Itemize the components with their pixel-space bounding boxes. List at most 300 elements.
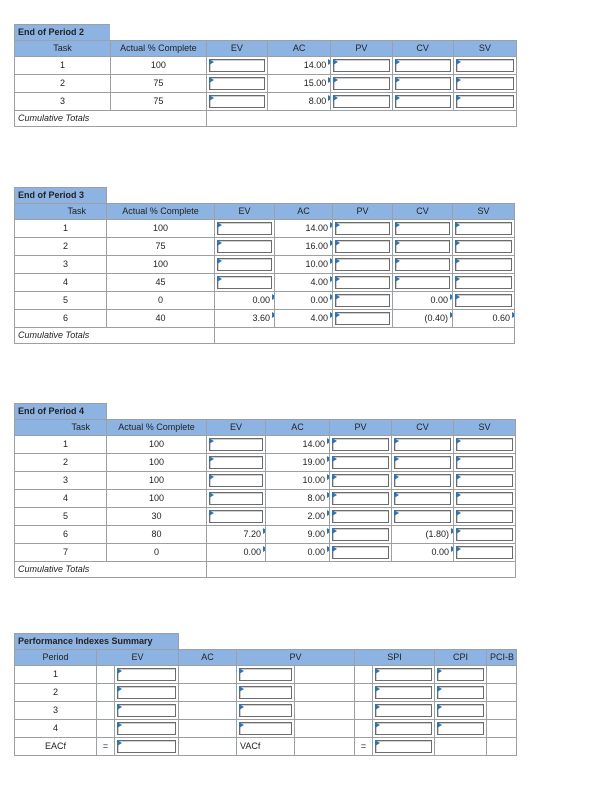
header-ac: AC [268,41,331,57]
pv-cell[interactable] [331,75,392,93]
cv-cell-value: (0.40) [424,313,448,323]
header-ev: EV [207,420,266,436]
pv-cell-input[interactable] [335,276,390,289]
period4-table [14,403,516,578]
cpi-cell-input[interactable] [437,668,484,681]
actual-pct-complete: 0 [107,544,207,562]
ev-cell-input[interactable] [209,95,265,108]
pv-cell[interactable] [330,508,392,526]
ev-cell-input[interactable] [209,438,263,451]
pv-cell-input[interactable] [335,312,390,325]
ac-cell-value: 0.00 [307,547,325,557]
header-pv: PV [330,420,392,436]
ev-cell[interactable] [207,454,266,472]
input-marker-icon [395,77,400,83]
sv-cell[interactable] [453,274,515,292]
input-marker-icon [335,294,340,300]
input-marker-icon [209,474,214,480]
input-marker-icon [209,77,214,83]
pv-cell-input[interactable] [332,438,389,451]
spi-cell[interactable] [373,720,435,738]
ac-cell-value: 4.00 [310,277,328,287]
input-marker-icon [239,668,244,674]
blank-cell [295,684,355,702]
cv-cell-input[interactable] [395,222,450,235]
pv-cell[interactable] [333,238,393,256]
ac-cell-value: 19.00 [302,457,325,467]
cv-cell-input[interactable] [395,77,451,90]
sv-cell-input[interactable] [456,95,514,108]
input-marker-icon [456,77,461,83]
header-task: Task [15,420,107,436]
cv-cell-input[interactable] [394,492,451,505]
header-cv: CV [393,204,453,220]
input-marker-icon [239,686,244,692]
spi-cell[interactable] [373,666,435,684]
ac-cell-value: 16.00 [305,241,328,251]
ac-cell-value: 9.00 [307,529,325,539]
ev-cell[interactable] [115,720,179,738]
cv-cell-input[interactable] [394,510,451,523]
sv-cell[interactable] [453,57,516,75]
spi-cell-input[interactable] [375,722,432,735]
input-marker-icon [209,456,214,462]
cv-cell[interactable] [392,57,453,75]
ac-cell-value: 10.00 [302,475,325,485]
table-row [15,544,516,562]
sv-cell-input[interactable] [456,510,513,523]
sv-cell[interactable] [454,472,516,490]
cv-cell[interactable] [392,508,454,526]
ev-cell[interactable] [215,274,275,292]
table-row [15,292,515,310]
cv-cell[interactable] [392,436,454,454]
task-number: 4 [15,490,107,508]
input-marker-icon [209,59,214,65]
ac-cell-value: 8.00 [308,96,327,106]
ac-cell [266,544,330,562]
pv-cell-input[interactable] [335,240,390,253]
vacf-cell[interactable] [373,738,435,756]
cv-cell-input[interactable] [395,240,450,253]
input-marker-icon [375,704,380,710]
cpi-cell-input[interactable] [437,704,484,717]
cv-cell-value: 0.00 [431,547,449,557]
header-pv: PV [331,41,392,57]
task-number: 2 [15,75,111,93]
ev-cell[interactable] [207,436,266,454]
input-marker-icon [217,258,222,264]
ac-cell [275,274,333,292]
cv-cell-input[interactable] [394,438,451,451]
ev-cell-input[interactable] [217,240,272,253]
pv-cell[interactable] [330,454,392,472]
ev-cell-input[interactable] [209,456,263,469]
sv-cell-input[interactable] [456,456,513,469]
ev-cell-input[interactable] [209,59,265,72]
input-marker-icon [394,456,399,462]
period2-cumulative-label: Cumulative Totals [15,111,207,127]
ev-cell-input[interactable] [209,474,263,487]
pv-cell[interactable] [330,526,392,544]
period4-title: End of Period 4 [15,404,107,420]
sv-cell-input[interactable] [456,528,513,541]
blank-cell [355,684,373,702]
input-marker-icon [335,312,340,318]
blank-cell [179,684,237,702]
sv-cell[interactable] [453,75,516,93]
cv-cell[interactable] [393,238,453,256]
ac-cell-value: 8.00 [307,493,325,503]
header-ac: AC [179,650,237,666]
pv-cell-input[interactable] [335,294,390,307]
pv-cell-input[interactable] [333,95,389,108]
pv-cell[interactable] [330,544,392,562]
cv-cell [393,310,453,328]
cv-cell[interactable] [392,472,454,490]
table-row [15,490,516,508]
sv-cell[interactable] [453,93,516,111]
sv-cell-input[interactable] [456,474,513,487]
blank-cell [355,702,373,720]
cv-cell[interactable] [392,490,454,508]
ev-cell [215,310,275,328]
input-marker-icon [456,59,461,65]
table-row [15,238,515,256]
spi-cell-input[interactable] [375,686,432,699]
cpi-cell-input[interactable] [437,722,484,735]
cv-cell-input[interactable] [395,258,450,271]
task-number: 3 [15,256,107,274]
period-number: 4 [15,720,97,738]
input-marker-icon [375,722,380,728]
eacf-equals: = [97,738,115,756]
ac-cell-input[interactable] [239,704,292,717]
cv-cell-input[interactable] [394,456,451,469]
vacf-equals: = [355,738,373,756]
pv-cell-input[interactable] [332,474,389,487]
ev-cell-input[interactable] [209,77,265,90]
cpi-cell[interactable] [435,702,487,720]
eacf-input[interactable] [117,740,176,753]
period3-table [14,187,515,344]
cpi-cell[interactable] [435,720,487,738]
input-marker-icon [437,686,442,692]
spi-cell-input[interactable] [375,704,432,717]
actual-pct-complete: 75 [110,93,206,111]
cv-cell-input[interactable] [395,59,451,72]
ac-cell-input[interactable] [239,722,292,735]
sv-cell-input[interactable] [456,77,514,90]
ev-cell-input[interactable] [209,492,263,505]
ev-cell[interactable] [206,75,267,93]
period2-cumulative-cells [206,111,516,127]
ac-cell [275,256,333,274]
spi-cell[interactable] [373,702,435,720]
input-marker-icon [455,258,460,264]
period3-title: End of Period 3 [15,188,107,204]
spi-cell-input[interactable] [375,668,432,681]
input-marker-icon [395,258,400,264]
ac-cell[interactable] [237,720,295,738]
sv-cell-input[interactable] [456,59,514,72]
header-pcib: PCI-B [487,650,517,666]
pv-cell[interactable] [333,310,393,328]
blank-cell [295,738,355,756]
ev-cell[interactable] [215,256,275,274]
ev-cell[interactable] [207,490,266,508]
cv-cell[interactable] [393,274,453,292]
ac-cell [266,454,330,472]
actual-pct-complete: 100 [107,472,207,490]
ac-cell-value: 14.00 [302,439,325,449]
cv-cell[interactable] [393,256,453,274]
header-sv: SV [454,420,516,436]
actual-pct-complete: 100 [107,256,215,274]
ac-cell-value: 14.00 [303,60,327,70]
pv-cell-input[interactable] [332,456,389,469]
ev-cell-value: 0.00 [252,295,270,305]
pv-cell-input[interactable] [335,258,390,271]
ev-cell-value: 3.60 [252,313,270,323]
ac-cell-value: 2.00 [307,511,325,521]
input-marker-icon [333,77,338,83]
pv-cell-input[interactable] [332,492,389,505]
sv-cell-input[interactable] [455,258,512,271]
ac-cell-input[interactable] [239,686,292,699]
cv-cell[interactable] [393,220,453,238]
pv-cell[interactable] [333,220,393,238]
header-task: Task [15,41,111,57]
pv-cell[interactable] [333,256,393,274]
ev-cell-input[interactable] [117,668,176,681]
header-pct: Actual % Complete [110,41,206,57]
header-ac: AC [275,204,333,220]
ev-cell-input[interactable] [217,258,272,271]
sv-cell[interactable] [453,220,515,238]
input-marker-icon [375,668,380,674]
cpi-cell-input[interactable] [437,686,484,699]
header-ac: AC [266,420,330,436]
sv-cell[interactable] [453,256,515,274]
ac-cell[interactable] [237,702,295,720]
header-cv: CV [392,41,453,57]
sv-cell[interactable] [454,508,516,526]
ev-cell[interactable] [207,472,266,490]
input-marker-icon [455,222,460,228]
pv-cell-input[interactable] [333,77,389,90]
cv-cell[interactable] [392,93,453,111]
ev-cell[interactable] [115,684,179,702]
input-marker-icon [209,510,214,516]
table-row [15,256,515,274]
ac-cell [266,508,330,526]
ev-cell-input[interactable] [117,722,176,735]
ac-cell [275,220,333,238]
header-pv: PV [237,650,355,666]
input-marker-icon [217,240,222,246]
input-marker-icon [332,474,337,480]
header-ev: EV [97,650,179,666]
vacf-input[interactable] [375,740,432,753]
ac-cell[interactable] [237,666,295,684]
task-number: 1 [15,436,107,454]
ac-cell [268,75,331,93]
ev-cell-input[interactable] [217,222,272,235]
sv-cell-input[interactable] [456,546,513,559]
cv-cell[interactable] [392,454,454,472]
blank-cell [355,666,373,684]
pv-cell-input[interactable] [332,528,389,541]
ev-cell-value: 0.00 [243,547,261,557]
ac-cell-value: 10.00 [305,259,328,269]
actual-pct-complete: 30 [107,508,207,526]
period4-cumulative-cells [207,562,516,578]
ev-cell[interactable] [115,702,179,720]
sv-cell[interactable] [454,526,516,544]
blank-cell [97,720,115,738]
input-marker-icon [117,668,122,674]
sv-cell-input[interactable] [456,492,513,505]
input-marker-icon [335,222,340,228]
pv-cell[interactable] [331,93,392,111]
ac-cell[interactable] [237,684,295,702]
task-number: 3 [15,472,107,490]
pv-cell[interactable] [333,274,393,292]
task-number: 6 [15,526,107,544]
cv-cell[interactable] [392,75,453,93]
input-marker-icon [395,276,400,282]
eacf-cell[interactable] [115,738,179,756]
sv-cell[interactable] [453,292,515,310]
input-marker-icon [455,276,460,282]
input-marker-icon [332,546,337,552]
task-number: 3 [15,93,111,111]
pv-cell[interactable] [330,490,392,508]
ev-cell[interactable] [215,220,275,238]
header-task: Task [15,204,107,220]
ac-cell-input[interactable] [239,668,292,681]
summary-title: Performance Indexes Summary [15,634,179,650]
ev-cell[interactable] [215,238,275,256]
blank-cell [435,738,487,756]
pv-cell-input[interactable] [332,510,389,523]
blank-cell [97,702,115,720]
cv-cell-input[interactable] [395,276,450,289]
input-marker-icon [239,722,244,728]
pv-cell[interactable] [330,472,392,490]
pv-cell[interactable] [333,292,393,310]
sv-cell[interactable] [453,238,515,256]
sv-cell[interactable] [454,436,516,454]
input-marker-icon [456,95,461,101]
sv-cell-input[interactable] [456,438,513,451]
ev-cell-input[interactable] [217,276,272,289]
ac-cell [268,57,331,75]
cv-cell-input[interactable] [394,474,451,487]
ev-cell [215,292,275,310]
actual-pct-complete: 75 [110,75,206,93]
table-row [15,508,516,526]
header-pct: Actual % Complete [107,204,215,220]
header-sv: SV [453,41,516,57]
sv-cell[interactable] [454,544,516,562]
ac-cell [275,310,333,328]
ac-cell-value: 4.00 [310,313,328,323]
summary-table [14,633,517,756]
ac-cell [268,93,331,111]
task-number: 6 [15,310,107,328]
input-marker-icon [217,276,222,282]
input-marker-icon [209,438,214,444]
blank-cell [295,720,355,738]
blank-cell [179,702,237,720]
spi-cell[interactable] [373,684,435,702]
blank-cell [97,684,115,702]
ev-cell-input[interactable] [117,704,176,717]
input-marker-icon [332,528,337,534]
pv-cell-input[interactable] [332,546,389,559]
sv-cell-input[interactable] [455,294,512,307]
ev-cell-input[interactable] [209,510,263,523]
ev-cell[interactable] [206,93,267,111]
input-marker-icon [332,438,337,444]
pv-cell[interactable] [330,436,392,454]
pv-cell-input[interactable] [335,222,390,235]
input-marker-icon [332,510,337,516]
input-marker-icon [335,240,340,246]
cpi-cell[interactable] [435,684,487,702]
sv-cell[interactable] [454,490,516,508]
table-row [15,666,517,684]
pv-cell[interactable] [331,57,392,75]
blank-cell [179,666,237,684]
sv-cell[interactable] [454,454,516,472]
ev-cell[interactable] [115,666,179,684]
period2-title: End of Period 2 [15,25,111,41]
cv-cell [392,544,454,562]
table-row [15,57,517,75]
blank-cell [487,702,517,720]
blank-cell [487,720,517,738]
ev-cell[interactable] [206,57,267,75]
input-marker-icon [209,492,214,498]
sv-cell-input[interactable] [455,276,512,289]
input-marker-icon [117,704,122,710]
input-marker-icon [395,222,400,228]
sv-cell-input[interactable] [455,240,512,253]
ev-cell[interactable] [207,508,266,526]
ev-cell-input[interactable] [117,686,176,699]
cpi-cell[interactable] [435,666,487,684]
table-row [15,720,517,738]
sv-cell-input[interactable] [455,222,512,235]
input-marker-icon [456,546,461,552]
input-marker-icon [512,312,515,318]
table-row [15,310,515,328]
blank-cell [179,738,237,756]
ac-cell [266,526,330,544]
input-marker-icon [437,722,442,728]
input-marker-icon [117,686,122,692]
pv-cell-input[interactable] [333,59,389,72]
blank-cell [487,684,517,702]
input-marker-icon [456,528,461,534]
input-marker-icon [217,222,222,228]
actual-pct-complete: 40 [107,310,215,328]
cv-cell-input[interactable] [395,95,451,108]
input-marker-icon [437,704,442,710]
